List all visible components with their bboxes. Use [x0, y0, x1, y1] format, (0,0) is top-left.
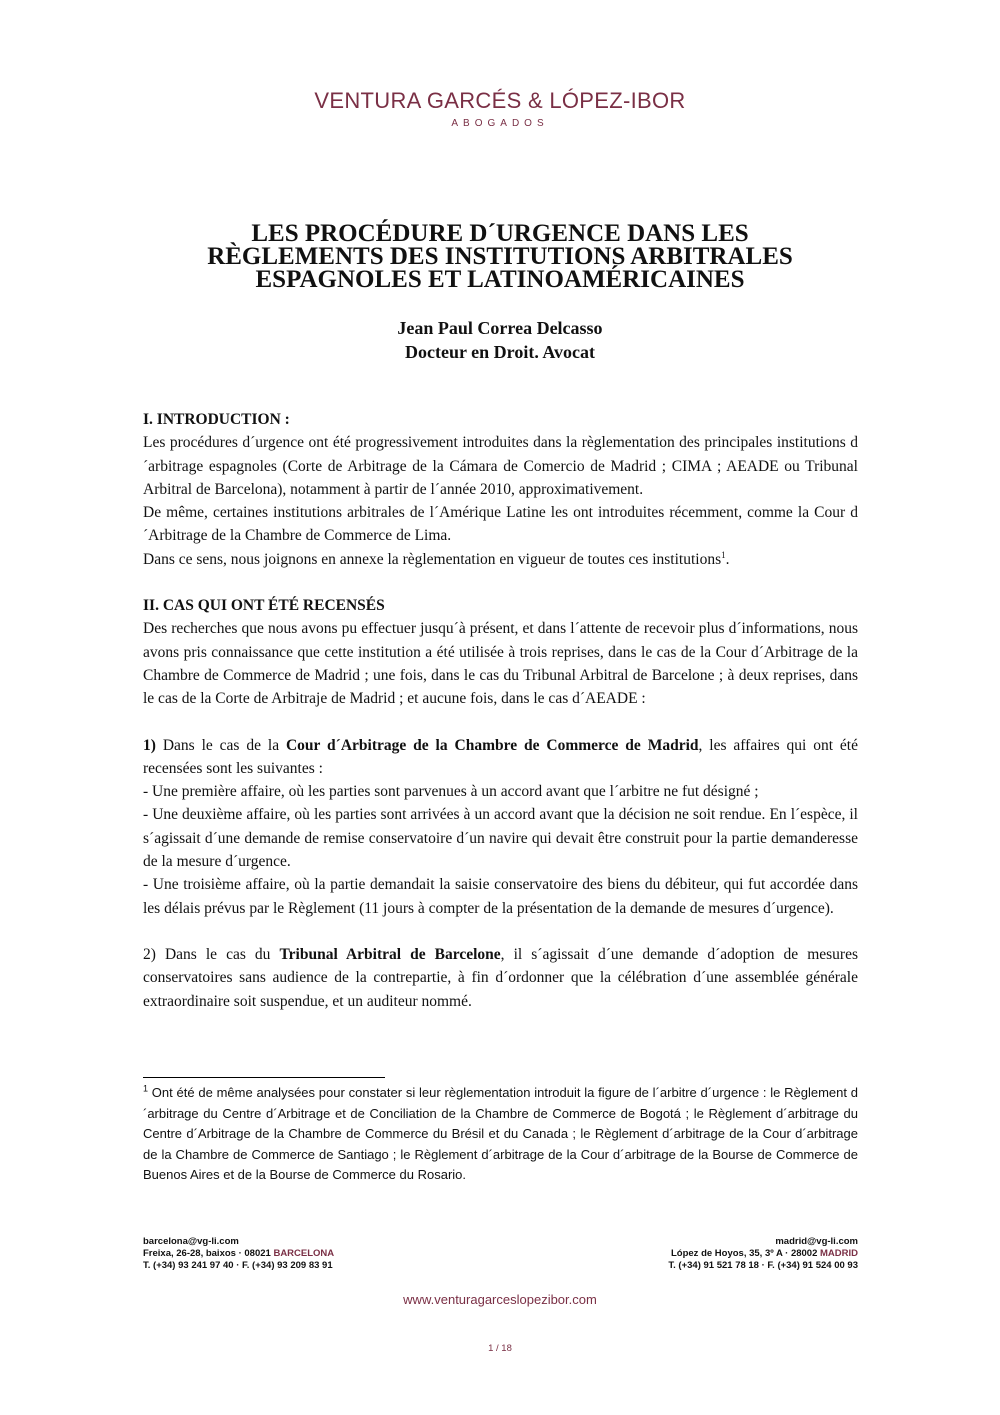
address-text: Freixa, 26-28, baixos · 08021 — [143, 1248, 274, 1259]
footnote — [143, 1083, 858, 1186]
email-barcelona[interactable]: barcelona@vg-li.com — [143, 1236, 239, 1247]
city-barcelona: BARCELONA — [273, 1248, 335, 1259]
footnote-divider — [143, 1077, 385, 1078]
footnote-mark: 1 — [143, 1083, 149, 1094]
case-text: Dans le cas de la — [155, 736, 286, 754]
author-block — [100, 316, 900, 364]
list-item: - Une troisième affaire, où la partie demandait la saisie conservatoire des biens du débiteur, qui fut accordée dans les délais prévus par le Règlement (11 jours à compter de la présentation de la demande de mesures d´urgence). — [143, 876, 858, 917]
case-text: 2) Dans le cas du — [143, 945, 280, 963]
phone-barcelona: T. (+34) 93 241 97 40 · F. (+34) 93 209 83 91 — [143, 1260, 333, 1271]
letterhead — [0, 88, 1000, 129]
footnote-reference: 1 — [721, 549, 726, 560]
phone-madrid: T. (+34) 91 521 78 18 · F. (+34) 91 524 00 93 — [668, 1260, 858, 1271]
title-line-1: LES PROCÉDURE D´URGENCE DANS LES — [251, 220, 749, 247]
list-item: - Une première affaire, où les parties sont parvenues à un accord avant que l´arbitre ne fut désigné ; — [143, 783, 759, 801]
firm-name: VENTURA GARCÉS & LÓPEZ-IBOR — [314, 88, 686, 113]
case-number: 1) — [143, 736, 156, 754]
office-barcelona — [143, 1236, 334, 1272]
author-name: Jean Paul Correa Delcasso — [397, 318, 603, 338]
paragraph: Des recherches que nous avons pu effectuer jusqu´à présent, et dans l´attente de recevoir plus d´informations, nous avons pris connaissance que cette institution a été utilisée à trois reprises, dans le cas de la Cour d´Arbitrage de la Chambre de Commerce de Madrid ; une fois, dans le cas du Tribunal Arbitral de Barcelone ; à deux reprises, dans le cas de la Corte de Arbitraje de Madrid ; et aucune fois, dans le cas d´AEADE : — [143, 620, 858, 708]
document-body — [143, 408, 858, 1013]
institution-name: Cour d´Arbitrage de la Chambre de Commerce de Madrid — [285, 736, 699, 754]
office-madrid — [668, 1236, 858, 1272]
paragraph-end: . — [725, 550, 730, 568]
paragraph-text: Dans ce sens, nous joignons en annexe la règlementation en vigueur de toutes ces institutions — [143, 550, 722, 568]
address-text: López de Hoyos, 35, 3º A · 28002 — [670, 1248, 820, 1259]
title-line-3: ESPAGNOLES ET LATINOAMÉRICAINES — [255, 266, 745, 293]
paragraph: Les procédures d´urgence ont été progressivement introduites dans la règlementation des principales institutions d´arbitrage espagnoles (Corte de Arbitrage de la Cámara de Comercio de Madrid ; CIMA ; AEADE ou Tribunal Arbitral de Barcelona), notamment à partir de l´année 2010, approximativement. — [143, 434, 858, 498]
institution-name: Tribunal Arbitral de Barcelone — [279, 945, 501, 963]
address-madrid — [668, 1248, 858, 1260]
title-line-2: RÈGLEMENTS DES INSTITUTIONS ARBITRALES — [207, 243, 793, 270]
case-text: , les affaires qui ont été recensées sont les suivantes : — [143, 736, 858, 777]
paragraph — [143, 548, 858, 571]
paragraph: De même, certaines institutions arbitrales de l´Amérique Latine les ont introduites récemment, comme la Cour d´Arbitrage de la Chambre de Commerce de Lima. — [143, 504, 858, 545]
firm-subtitle: ABOGADOS — [451, 118, 549, 129]
page-number: 1 / 18 — [488, 1343, 512, 1354]
list-item: - Une deuxième affaire, où les parties sont arrivées à un accord avant que la décision ne soit rendue. En l´espèce, il s´agissait d´une demande de remise conservatoire d´un navire qui devait être construit pour la partie demanderesse de la mesure d´urgence. — [143, 806, 858, 871]
website-link[interactable]: www.venturagarceslopezibor.com — [403, 1292, 597, 1307]
section-heading-introduction: I. INTRODUCTION : — [143, 411, 290, 428]
city-madrid: MADRID — [820, 1248, 858, 1259]
author-role: Docteur en Droit. Avocat — [405, 342, 595, 362]
case-text: , il s´agissait d´une demande d´adoption de mesures conservatoires sans audience de la contrepartie, à fin d´ordonner que la célébration d´une assemblée générale extraordinaire soit suspendue, et un auditeur nommé. — [143, 945, 858, 1010]
email-madrid[interactable]: madrid@vg-li.com — [775, 1236, 858, 1247]
case-1-intro — [143, 734, 858, 781]
section-heading-cases: II. CAS QUI ONT ÉTÉ RECENSÉS — [143, 597, 385, 615]
case-2-intro — [143, 943, 858, 1013]
footnote-text: Ont été de même analysées pour constater si leur règlementation introduit la figure de l´arbitre d´urgence : le Règlement d´arbitrage du Centre d´Arbitrage et de Conciliation de la Chambre de Commerce de Bogotá ; le Règlement d´arbitrage du Centre d´Arbitrage de la Chambre de Commerce du Brésil et du Canada ; le Règlement d´arbitrage de la Cour d´arbitrage de la Chambre de Commerce de Santiago ; le Règlement d´arbitrage de la Cour d´arbitrage de la Bourse de Commerce de Buenos Aires et de la Bourse de Commerce du Rosario. — [143, 1085, 858, 1182]
address-barcelona — [143, 1248, 334, 1260]
document-title — [100, 222, 900, 291]
